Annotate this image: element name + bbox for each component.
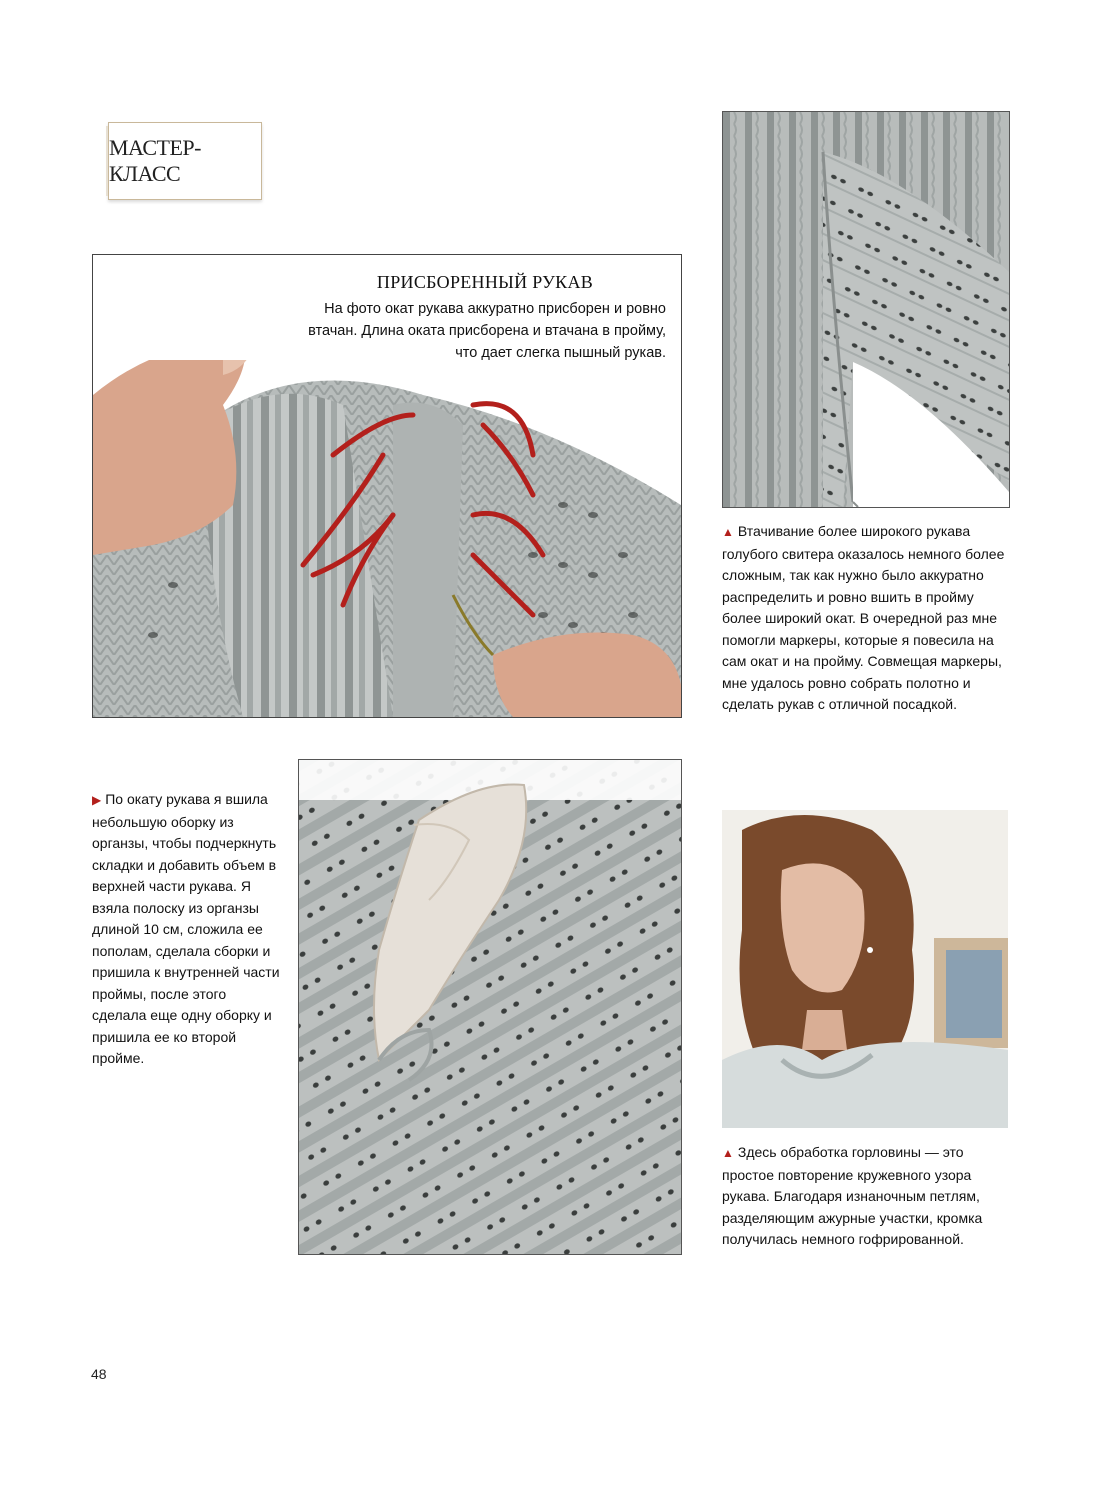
section-label	[108, 122, 262, 200]
section-label-text: МАСТЕР-КЛАСС	[109, 135, 201, 186]
main-photo-title: ПРИСБОРЕННЫЙ РУКАВ	[376, 272, 594, 292]
caption-model-text: Здесь обработка горловины — это простое повторение кружевного узора рукава. Благодаря изнаночным петлям, разделяющим ажурные участки, кромка получилась немного гофрированной.	[722, 1144, 983, 1247]
model-image	[722, 810, 1008, 1128]
main-photo-description: На фото окат рукава аккуратно присборен и ровно втачан. Длина оката присборена и втачана в пройму, что дает слегка пышный рукав.	[308, 301, 666, 361]
sweater-sleeve-image	[723, 112, 1009, 507]
organza-ruffle-image	[299, 760, 681, 1254]
caption-organza	[92, 789, 282, 1070]
photo-model	[722, 810, 1008, 1128]
triangle-right-icon: ▶	[92, 793, 102, 807]
caption-sleeve	[722, 521, 1012, 716]
caption-organza-text: По окату рукава я вшила небольшую оборку из органзы, чтобы подчеркнуть складки и добавить объем в верхней части рукава. Я взяла полоску из органзы длиной 10 см, сложила ее пополам, сделала сборки и пришила к внутренней части проймы, после этого сделала еще одну оборку и пришила ее ко второй пройме.	[92, 791, 280, 1066]
photo-organza-ruffle	[298, 759, 682, 1255]
triangle-up-icon: ▲	[722, 1146, 734, 1160]
caption-sleeve-text: Втачивание более широкого рукава голубого свитера оказалось немного более сложным, так как нужно было аккуратно распределить и ровно вшить в пройму более широкий окат. В очередной раз мне помогли маркеры, которые я повесила на сам окат и на пройму. Совмещая маркеры, мне удалось ровно собрать полотно и сделать рукав с отличной посадкой.	[722, 523, 1005, 712]
photo-sweater-sleeve	[722, 111, 1010, 508]
page-number: 48	[91, 1366, 107, 1382]
caption-model	[722, 1142, 1012, 1251]
triangle-up-icon: ▲	[722, 525, 734, 539]
